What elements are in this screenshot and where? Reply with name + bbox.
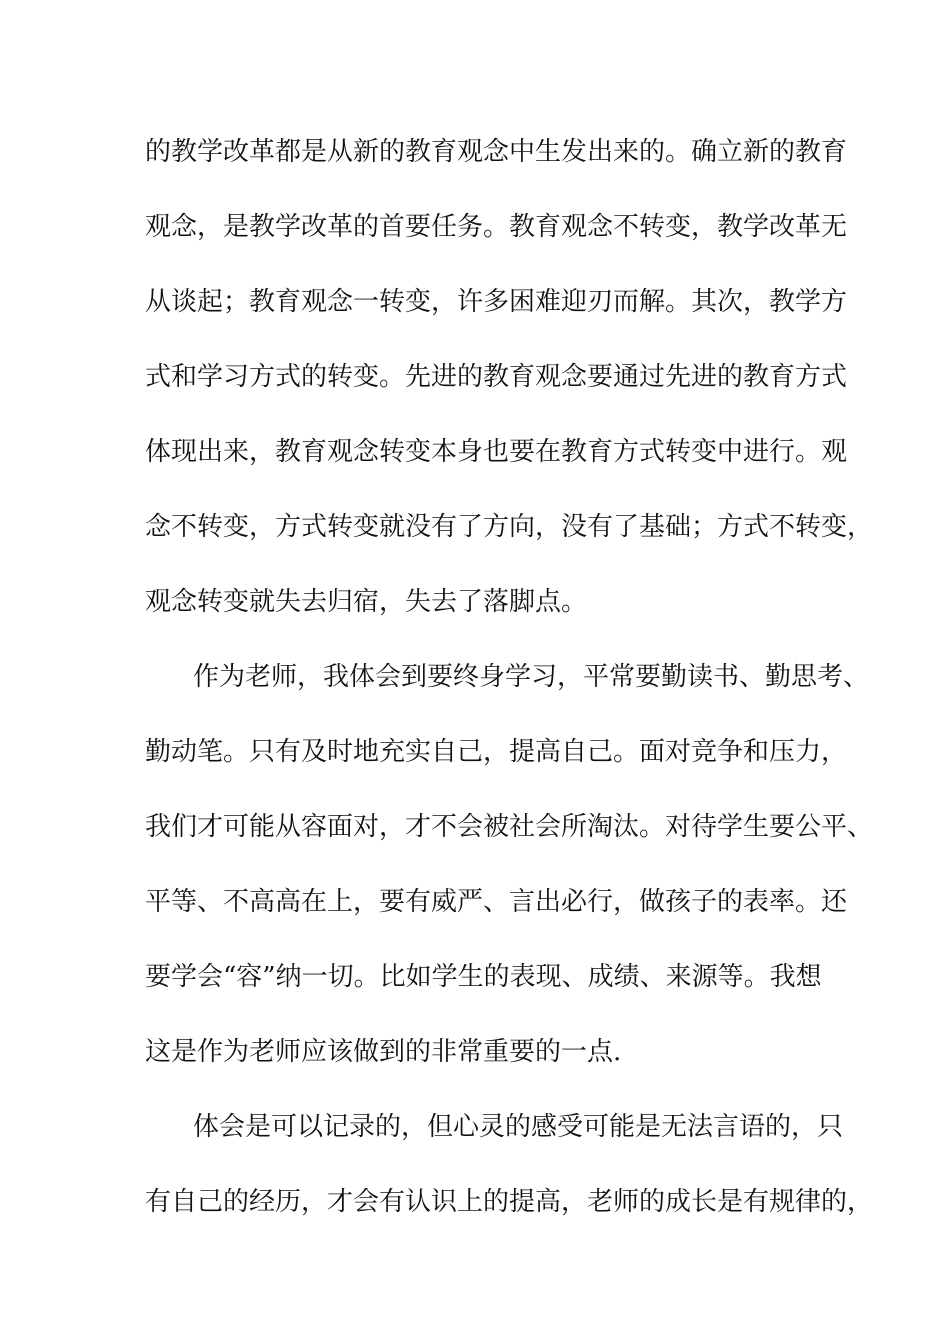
- text-line: 从谈起；教育观念一转变，许多困难迎刃而解。其次，教学方: [145, 287, 848, 317]
- text-line: 体现出来，教育观念转变本身也要在教育方式转变中进行。观: [145, 437, 848, 467]
- text-line: 观念转变就失去归宿，失去了落脚点。: [145, 587, 588, 617]
- paragraph-first-line: 体会是可以记录的，但心灵的感受可能是无法言语的，只: [193, 1112, 844, 1142]
- text-line: 我们才可能从容面对，才不会被社会所淘汰。对待学生要公平、: [145, 812, 874, 842]
- text-line: 要学会“容”纳一切。比如学生的表现、成绩、来源等。我想: [145, 962, 822, 992]
- text-line: 式和学习方式的转变。先进的教育观念要通过先进的教育方式: [145, 362, 848, 392]
- text-line: 平等、不高高在上，要有威严、言出必行，做孩子的表率。还: [145, 887, 848, 917]
- text-line: 的教学改革都是从新的教育观念中生发出来的。确立新的教育: [145, 137, 848, 167]
- text-line: 念不转变，方式转变就没有了方向，没有了基础；方式不转变，: [145, 512, 874, 542]
- text-line: 勤动笔。只有及时地充实自己，提高自己。面对竞争和压力，: [145, 737, 848, 767]
- paragraph-first-line: 作为老师，我体会到要终身学习，平常要勤读书、勤思考、: [193, 662, 870, 692]
- text-line: 有自己的经历，才会有认识上的提高，老师的成长是有规律的，: [145, 1187, 874, 1217]
- text-line: 观念，是教学改革的首要任务。教育观念不转变，教学改革无: [145, 212, 848, 242]
- text-line: 这是作为老师应该做到的非常重要的一点.: [145, 1037, 622, 1067]
